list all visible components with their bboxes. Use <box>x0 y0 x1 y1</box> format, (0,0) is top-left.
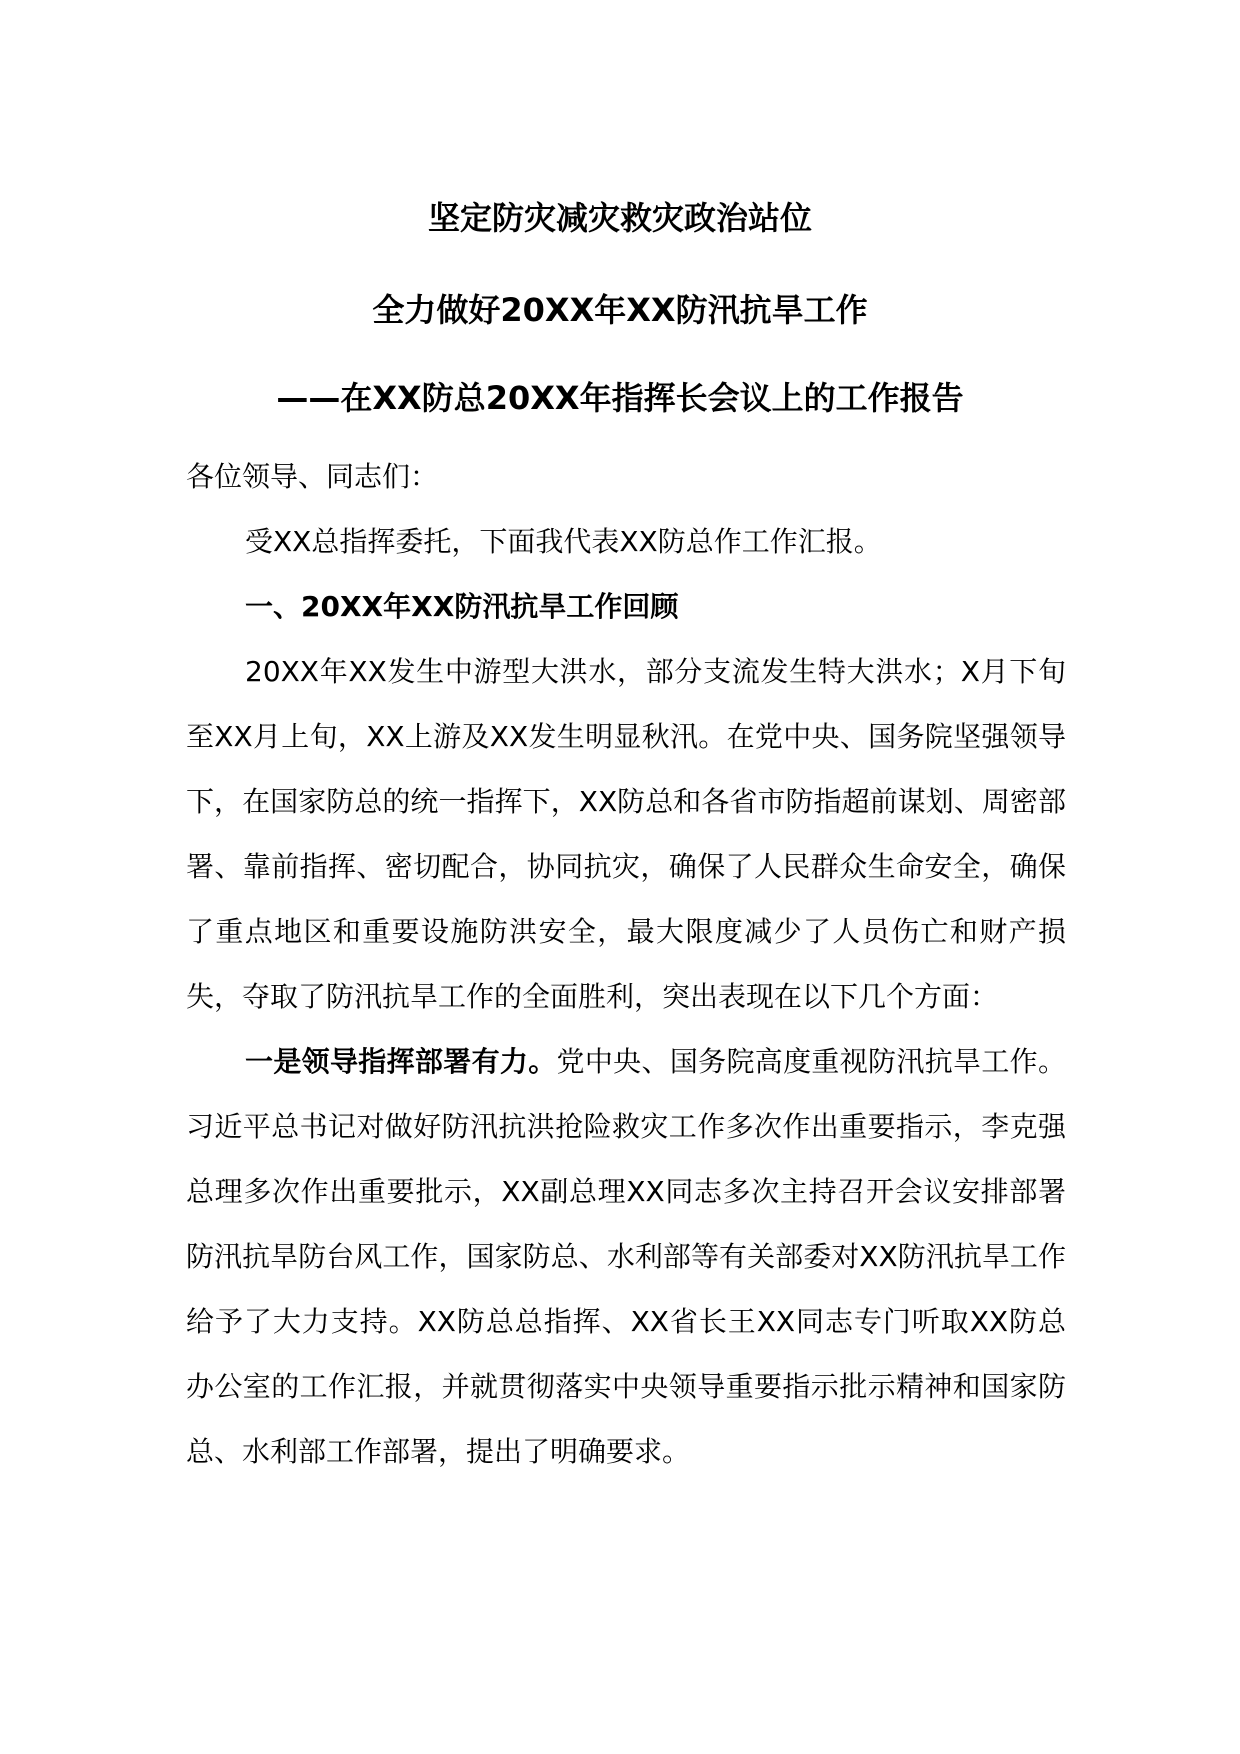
point-paragraph <box>186 1029 1066 1484</box>
point-body: 党中央、国务院高度重视防汛抗旱工作。习近平总书记对做好防汛抗洪抢险救灾工作多次作出重要指示，李克强总理多次作出重要批示，XX副总理XX同志多次主持召开会议安排部署防汛抗旱防台风工作，国家防总、水利部等有关部委对XX防汛抗旱工作给予了大力支持。XX防总总指挥、XX省长王XX同志专门听取XX防总办公室的工作汇报，并就贯彻落实中央领导重要指示批示精神和国家防总、水利部工作部署，提出了明确要求。 <box>186 1045 1066 1468</box>
section-heading: 一、20XX年XX防汛抗旱工作回顾 <box>245 590 679 623</box>
salutation: 各位领导、同志们： <box>186 460 439 493</box>
subtitle: ——在XX防总20XX年指挥长会议上的工作报告 <box>276 379 964 417</box>
review-paragraph: 20XX年XX发生中游型大洪水，部分支流发生特大洪水；X月下旬至XX月上旬，XX上游及XX发生明显秋汛。在党中央、国务院坚强领导下，在国家防总的统一指挥下，XX防总和各省市防指超前谋划、周密部署、靠前指挥、密切配合，协同抗灾，确保了人民群众生命安全，确保了重点地区和重要设施防洪安全，最大限度减少了人员伤亡和财产损失，夺取了防汛抗旱工作的全面胜利，突出表现在以下几个方面： <box>186 655 1066 1013</box>
intro-paragraph: 受XX总指挥委托，下面我代表XX防总作工作汇报。 <box>245 525 882 558</box>
document-body <box>186 444 1066 1484</box>
title-line-1: 坚定防灾减灾救灾政治站位 <box>427 199 812 237</box>
point-lead: 一是领导指挥部署有力。 <box>245 1045 557 1078</box>
title-line-2: 全力做好20XX年XX防汛抗旱工作 <box>372 291 868 329</box>
